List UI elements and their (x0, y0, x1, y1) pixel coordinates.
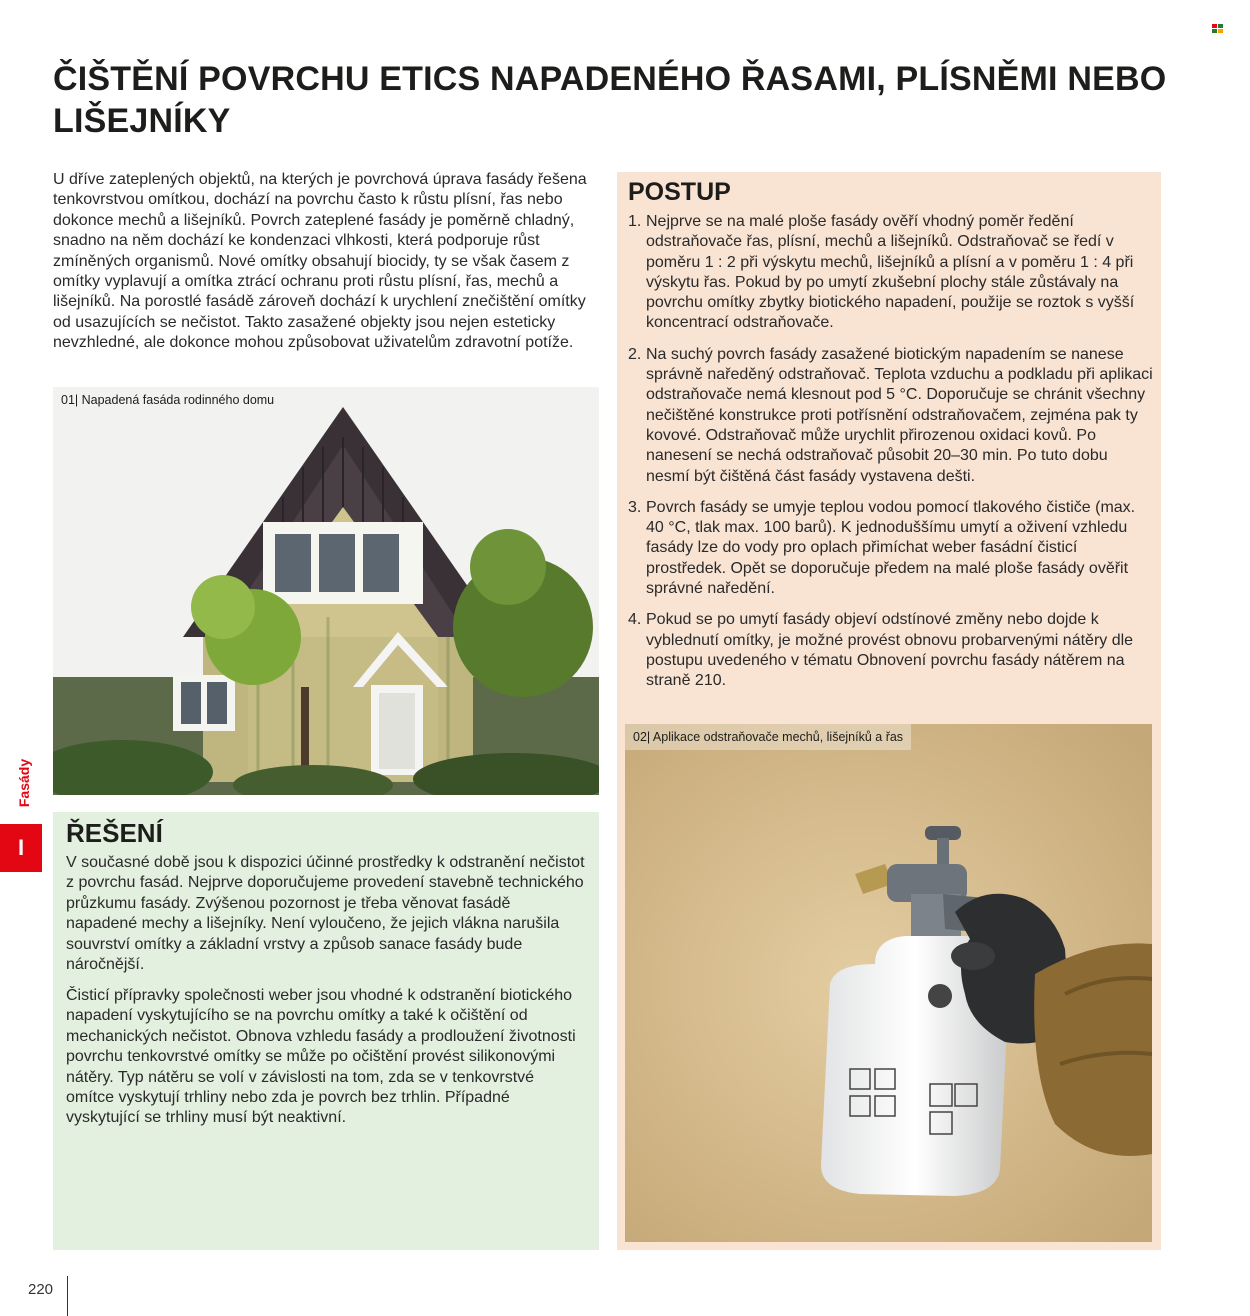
postup-steps-list (628, 212, 1153, 703)
reseni-heading: ŘEŠENÍ (66, 818, 163, 848)
page-divider (67, 1276, 68, 1316)
step-text: Na suchý povrch fasády zasažené biotickým napadením se nanese správně naředěný odstraňovač. Teplota vzduchu a podkladu při aplikaci odstraňovače nemá klesnout pod 5 °C. Doporučuje se chránit všechny nečištěné konstrukce proti potřísnění odstraňovačem, zejména pak ty kovové. Odstraňovač může urychlit přirozenou oxidaci kovů. Po nanesení se nechá odstraňovač působit 20–30 min. Po tuto dobu nesmí být čištěná část fasády vystavena dešti. (646, 345, 1153, 485)
step-text: Nejprve se na malé ploše fasády ověří vhodný poměr ředění odstraňovače řas, plísní, mechů a lišejníků. Odstraňovač se ředí v poměru 1 : 2 při výskytu mechů, lišejníků a plísní a v poměru 1 : 4 při výskytu řas. Pokud by po umytí zkušební plochy stále zůstávaly na povrchu omítky zbytky biotického napadení, použije se roztok s vyšší koncentrací odstraňovače. (646, 213, 1135, 332)
sprayer-illustration (625, 724, 1152, 1242)
house-illustration (53, 387, 599, 795)
section-side-label (14, 752, 34, 814)
page-number: 220 (28, 1281, 54, 1298)
step-number: 4. (628, 611, 642, 629)
page-title: ČIŠTĚNÍ POVRCHU ETICS NAPADENÉHO ŘASAMI, PLÍSNĚMI NEBO LIŠEJNÍKY (53, 60, 1167, 140)
brand-logo-icon (1212, 24, 1226, 34)
list-item (628, 212, 1153, 334)
step-number: 2. (628, 345, 642, 363)
reseni-paragraph-2: Čisticí přípravky společnosti weber jsou vhodné k odstranění biotického napadení vyskytujícího se na povrchu omítky a také k očištění od mechanických nečistot. Obnova vzhledu fasády a prodloužení životnosti povrchu tenkovrstvé omítky se může po očištění provést silikonovými nátěry. Typ nátěru se volí v závislosti na tom, zda se v tenkovrstvé omítce vyskytují trhliny nebo zda je povrch bez trhlin. Případné vyskytující se trhliny musí být neaktivní. (66, 987, 576, 1127)
list-item (628, 345, 1153, 487)
postup-heading: POSTUP (628, 178, 731, 206)
photo-caption: 02| Aplikace odstraňovače mechů, lišejníků a řas (625, 724, 911, 750)
photo-caption: 01| Napadená fasáda rodinného domu (61, 393, 275, 407)
intro-paragraph: U dříve zateplených objektů, na kterých je povrchová úprava fasády řešena tenkovrstvou omítkou, dochází na povrchu často k růstu plísní, řas nebo dokonce mechů a lišejníků. Povrch zateplené fasády je poměrně chladný, snadno na něm dochází ke kondenzaci vlhkosti, která podporuje růst zmíněných organismů. Nové omítky obsahují biocidy, ty se však časem z omítky vyplavují a omítka ztrácí ochranu proti růstu plísní, řas, mechů a lišejníků. Na porostlé fasádě zároveň dochází k urychlení znečištění omítky od usazujících se nečistot. Takto zasažené objekty jsou nejen esteticky nevzhledné, ale dokonce mohou způsobovat uživatelům zdravotní potíže. (53, 171, 587, 352)
house-facade-photo (53, 387, 599, 795)
step-text: Pokud se po umytí fasády objeví odstínové změny nebo dojde k vyblednutí omítky, je možné provést obnovu probarvenými nátěry dle postupu uvedeného v tématu Obnovení povrchu fasády nátěrem na straně 210. (646, 611, 1134, 690)
step-number: 1. (628, 213, 642, 230)
step-number: 3. (628, 498, 642, 516)
reseni-paragraph-1: V současné době jsou k dispozici účinné prostředky k odstranění nečistot z povrchu fasád. Nejprve doporučujeme provedení stavebně technického průzkumu fasády. Zvýšenou pozornost je třeba věnovat fasádě napadené mechy a lišejníky. Není vyloučeno, že jejich vlákna narušila souvrství omítky a základní vrstvy a způsob sanace fasády bude náročnější. (66, 854, 585, 974)
list-item (628, 498, 1153, 599)
section-label-text: Fasády (16, 758, 32, 808)
step-text: Povrch fasády se umyje teplou vodou pomocí tlakového čističe (max. 40 °C, tlak max. 100 barů). K jednoduššímu umytí a oživení vzhledu fasády lze do vody pro oplach přimíchat weber fasádní čisticí prostředek. Opět se doporučuje předem na malé ploše fasády ověřit správné naředění. (646, 498, 1136, 598)
chapter-tab: I (0, 824, 42, 872)
sprayer-application-photo (625, 724, 1152, 1242)
list-item (628, 610, 1153, 691)
